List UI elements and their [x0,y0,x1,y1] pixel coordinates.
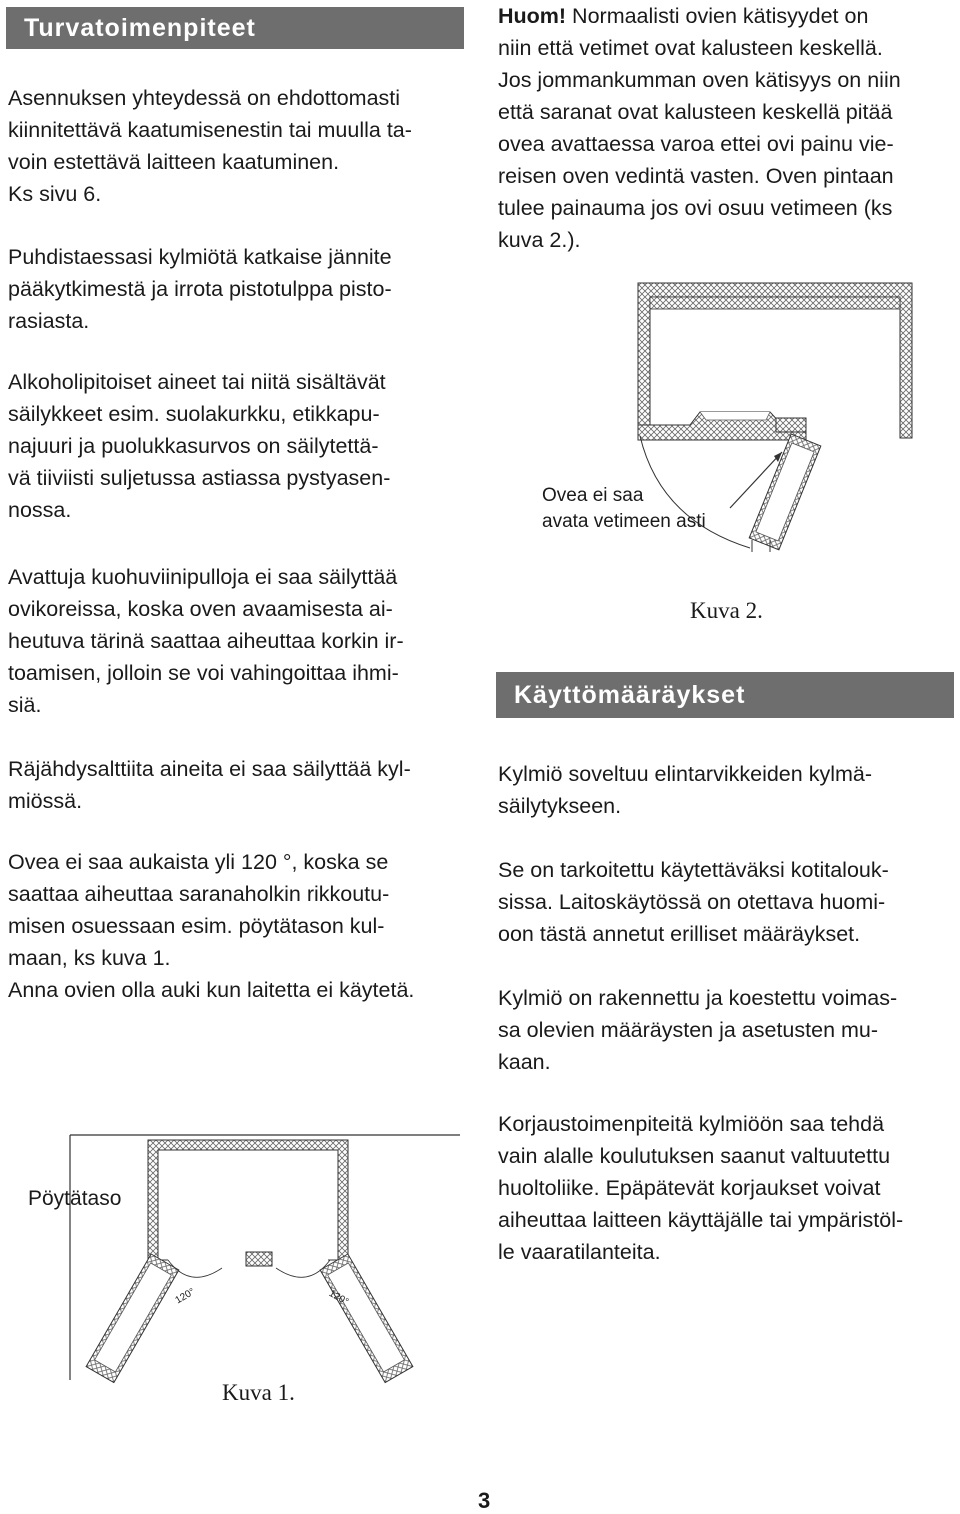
text-line: voin estettävä laitteen kaatuminen. [8,150,340,174]
text-line: että saranat ovat kalusteen keskellä pitää [498,100,893,124]
text-line: Puhdistaessasi kylmiötä katkaise jännite [8,245,392,269]
text-line: aiheuttaa laitteen käyttäjälle tai ympäristöl- [498,1208,904,1232]
text-line: Ovea ei saa [542,485,644,506]
figure-2-caption: Kuva 2. [690,598,763,623]
text-line: Asennuksen yhteydessä on ehdottomasti [8,86,401,110]
text-line: najuuri ja puolukkasurvos on säilytettä- [8,434,379,458]
text-line: säilytykseen. [498,794,622,818]
text-line: vain alalle koulutuksen saanut valtuutettu [498,1144,891,1168]
text-line: le vaaratilanteita. [498,1240,661,1264]
usage-paragraph-1 [498,758,872,822]
text-line: säilykkeet esim. suolakurkku, etikkapu- [8,402,380,426]
text-line: Räjähdysalttiita aineita ei saa säilyttää kyl- [8,757,411,781]
text-line: sissa. Laitoskäytössä on otettava huomi- [498,890,886,914]
page-number: 3 [478,1488,491,1513]
text-line: misen osuessaan esim. pöytätason kul- [8,914,385,938]
text-line: sa olevien määräysten ja asetusten mu- [498,1018,879,1042]
text-line: Avattuja kuohuviinipulloja ei saa säilyttää [8,565,398,589]
note-bold: Huom! [498,4,567,28]
text-line: siä. [8,693,42,717]
cabinet2-inner-bar [650,297,900,309]
text-line: Korjaustoimenpiteitä kylmiöön saa tehdä [498,1112,885,1136]
angle-label-right: 120° [326,1288,351,1308]
text-line: toamisen, jolloin se voi vahingoittaa ihmi- [8,661,399,685]
usage-header-text: Käyttömääräykset [514,680,746,709]
text-line: huoltoliike. Epäpätevät korjaukset voivat [498,1176,881,1200]
angle-label-left: 120° [173,1286,197,1307]
text-line: heutuva tärinä saattaa aiheuttaa korkin ir- [8,629,404,653]
closed-door-inner [700,412,770,420]
text-line: vä tiiviisti suljetussa astiassa pystyasen- [8,466,391,490]
text-line: Kylmiö on rakennettu ja koestettu voimas- [498,986,898,1010]
text-line: oon tästä annetut erilliset määräykset. [498,922,861,946]
text-line: Alkoholipitoiset aineet tai niitä sisältävät [8,370,386,394]
text-line: ovikoreissa, koska oven avaamisesta ai- [8,597,393,621]
usage-header [496,672,954,718]
text-line: pääkytkimestä ja irrota pistotulppa pisto- [8,277,392,301]
usage-paragraph-3 [498,982,897,1078]
usage-paragraph-2 [498,854,889,950]
figure-1-caption: Kuva 1. [222,1380,295,1405]
text-line: kuva 2.). [498,228,581,252]
text-line: Se on tarkoitettu käytettäväksi kotitalouk- [498,858,889,882]
text-line: avata vetimeen asti [542,511,706,532]
text-line: kiinnitettävä kaatumisenestin tai muulla ta- [8,118,412,142]
figure-2-label [542,483,706,535]
text-line: kaan. [498,1050,551,1074]
text-line: ovea avattaessa varoa ettei ovi painu vie- [498,132,894,156]
text-line: reisen oven vedintä vasten. Oven pintaan [498,164,894,188]
open-door [749,434,821,550]
text-line: Ks sivu 6. [8,182,102,206]
text-line: Jos jommankumman oven kätisyys on niin [498,68,901,92]
text-line: tulee painauma jos ovi osuu vetimeen (ks [498,196,893,220]
text-line: Normaalisti ovien kätisyydet on [566,4,869,28]
countertop-label: Pöytätaso [28,1187,122,1210]
text-line: saattaa aiheuttaa saranaholkin rikkoutu- [8,882,390,906]
safety-header-text: Turvatoimenpiteet [24,13,256,42]
door-handle [776,418,806,432]
text-line: Ovea ei saa aukaista yli 120 °, koska se [8,850,389,874]
text-line: niin että vetimet ovat kalusteen keskellä. [498,36,883,60]
text-line: miössä. [8,789,83,813]
usage-paragraph-4 [498,1108,903,1268]
text-line: maan, ks kuva 1. [8,946,171,970]
text-line: rasiasta. [8,309,90,333]
text-line: nossa. [8,498,72,522]
text-line: Anna ovien olla auki kun laitetta ei käytetä. [8,978,415,1002]
text-line: Kylmiö soveltuu elintarvikkeiden kylmä- [498,762,873,786]
